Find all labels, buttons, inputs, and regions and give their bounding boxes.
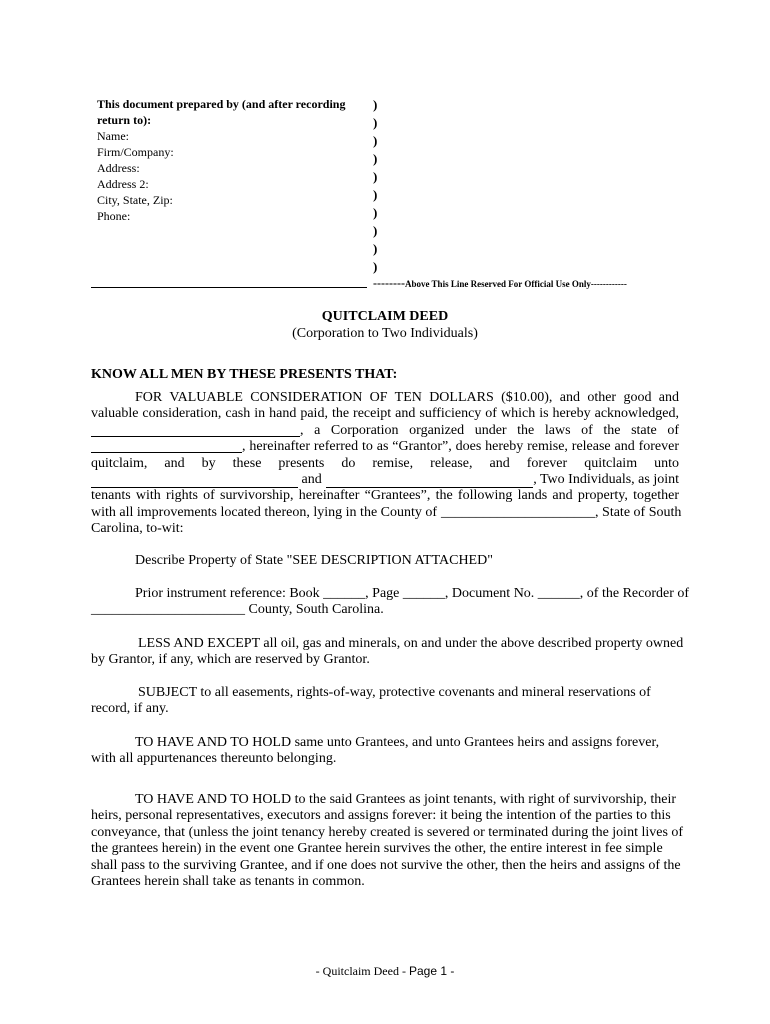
reserved-dashes-right: ------------	[590, 279, 627, 289]
subject-to-paragraph	[91, 685, 679, 718]
county-blank[interactable]: ______________________	[441, 504, 596, 520]
grantor-org-text: , a Corporation organized under the laws of the state of	[300, 422, 679, 438]
preparer-phone-field: Phone:	[97, 209, 131, 223]
bracket-paren: )	[373, 169, 378, 184]
reserved-text: Above This Line Reserved For Official Use Only	[404, 279, 591, 289]
page-footer	[0, 964, 770, 979]
opening-heading: KNOW ALL MEN BY THESE PRESENTS THAT:	[91, 367, 398, 382]
preparer-name-field: Name:	[97, 129, 129, 143]
less-and-except-paragraph	[91, 636, 684, 669]
consideration-line-5: quitclaim, and by these presents do remise, release, and forever quitclaim unto	[91, 455, 679, 471]
grantees-joint-text: , Two Individuals, as joint	[533, 472, 679, 488]
consideration-line-4	[91, 439, 679, 455]
preparer-address-field: Address:	[97, 161, 140, 175]
state-text: , State of South	[595, 504, 682, 520]
prior-instrument-line-2	[91, 602, 679, 618]
grantor-state-blank[interactable]	[91, 439, 242, 453]
bracket-paren: )	[373, 187, 378, 202]
county-lead-text: with all improvements located thereon, lying in the County of	[91, 504, 438, 520]
habendum1-line-1: TO HAVE AND TO HOLD same unto Grantees, and unto Grantees heirs and assigns forever,	[135, 735, 660, 750]
preparer-address2-field: Address 2:	[97, 177, 149, 191]
habendum-paragraph-2	[91, 792, 684, 890]
consideration-line-9: Carolina, to-wit:	[91, 521, 184, 537]
recorder-county-text: County, South Carolina.	[245, 602, 384, 618]
prior-instrument-paragraph	[91, 586, 690, 619]
consideration-line-1: FOR VALUABLE CONSIDERATION OF TEN DOLLARS ($10.00), and other good and	[135, 390, 679, 405]
bracket-paren: )	[373, 133, 378, 148]
preparer-block	[97, 96, 367, 224]
consideration-line-8	[91, 504, 682, 521]
grantor-name-blank[interactable]	[91, 423, 300, 437]
bracket-paren: )	[373, 205, 378, 220]
subject-line-1: SUBJECT to all easements, rights-of-way, protective covenants and mineral reservations of	[138, 685, 651, 700]
footer-page-number: Page 1 -	[408, 964, 455, 978]
less-except-line-1: LESS AND EXCEPT all oil, gas and minerals, on and under the above described property owned	[138, 636, 684, 651]
subject-line-2: record, if any.	[91, 701, 169, 717]
bracket-paren: )	[373, 151, 378, 166]
reserved-dashes-left: --------	[373, 276, 405, 290]
bracket-paren: )	[373, 259, 378, 274]
bracket-paren: )	[373, 97, 378, 112]
preparer-title-line2: return to):	[97, 113, 152, 127]
document-subtitle: (Corporation to Two Individuals)	[292, 326, 478, 341]
grantees-and-text: and	[301, 472, 322, 488]
bracket-paren: )	[373, 115, 378, 130]
property-description-text: Describe Property of State "SEE DESCRIPTION ATTACHED"	[135, 553, 493, 568]
property-description-line	[91, 553, 723, 569]
document-title: QUITCLAIM DEED	[321, 309, 449, 324]
consideration-line-7: tenants with rights of survivorship, hereinafter “Grantees”, the following lands and property, together	[91, 488, 679, 504]
preparer-title-line1: This document prepared by (and after recording	[97, 97, 346, 111]
habendum2-line-5: shall pass to the surviving Grantee, and if one does not survive the other, then the heirs and assigns of the	[91, 857, 681, 873]
grantor-remise-text: , hereinafter referred to as “Grantor”, does hereby remise, release and forever	[242, 439, 679, 455]
preparer-city-state-zip-field: City, State, Zip:	[97, 193, 173, 207]
bracket-paren: )	[373, 223, 378, 238]
habendum-paragraph-1	[91, 735, 679, 768]
habendum2-line-3: conveyance, that (unless the joint tenancy hereby created is severed or terminated during the joint lives of	[91, 824, 684, 840]
prior-instrument-line-1: Prior instrument reference: Book ______, Page ______, Document No. ______, of the Recorder of	[135, 586, 690, 601]
grantee2-name-blank[interactable]	[326, 474, 534, 488]
consideration-paragraph	[91, 390, 682, 538]
habendum2-line-4: the grantees herein) in the event one Grantee herein survives the other, the entire interest in fee simple	[91, 841, 663, 857]
grantee1-name-blank[interactable]	[91, 474, 298, 488]
recorder-county-blank[interactable]: ______________________	[91, 602, 245, 618]
habendum2-line-6: Grantees herein shall take as tenants in common.	[91, 874, 365, 890]
habendum2-line-1: TO HAVE AND TO HOLD to the said Grantees as joint tenants, with right of survivorship, their	[135, 792, 677, 807]
preparer-firm-field: Firm/Company:	[97, 145, 174, 159]
less-except-line-2: by Grantor, if any, which are reserved by Grantor.	[91, 652, 370, 668]
consideration-line-6	[91, 472, 679, 488]
habendum1-line-2: with all appurtenances thereunto belonging.	[91, 751, 337, 767]
footer-label: - Quitclaim Deed -	[315, 964, 409, 978]
reserved-line-note	[373, 276, 627, 291]
habendum2-line-2: heirs, personal representatives, executors and assigns forever: it being the intention of the parties to this	[91, 808, 671, 824]
bracket-paren: )	[373, 241, 378, 256]
recording-divider-line	[91, 287, 367, 288]
consideration-line-2: valuable consideration, cash in hand paid, the receipt and sufficiency of which is hereby acknowledged,	[91, 406, 679, 422]
consideration-line-3	[91, 423, 679, 439]
bracket-column	[373, 96, 377, 276]
